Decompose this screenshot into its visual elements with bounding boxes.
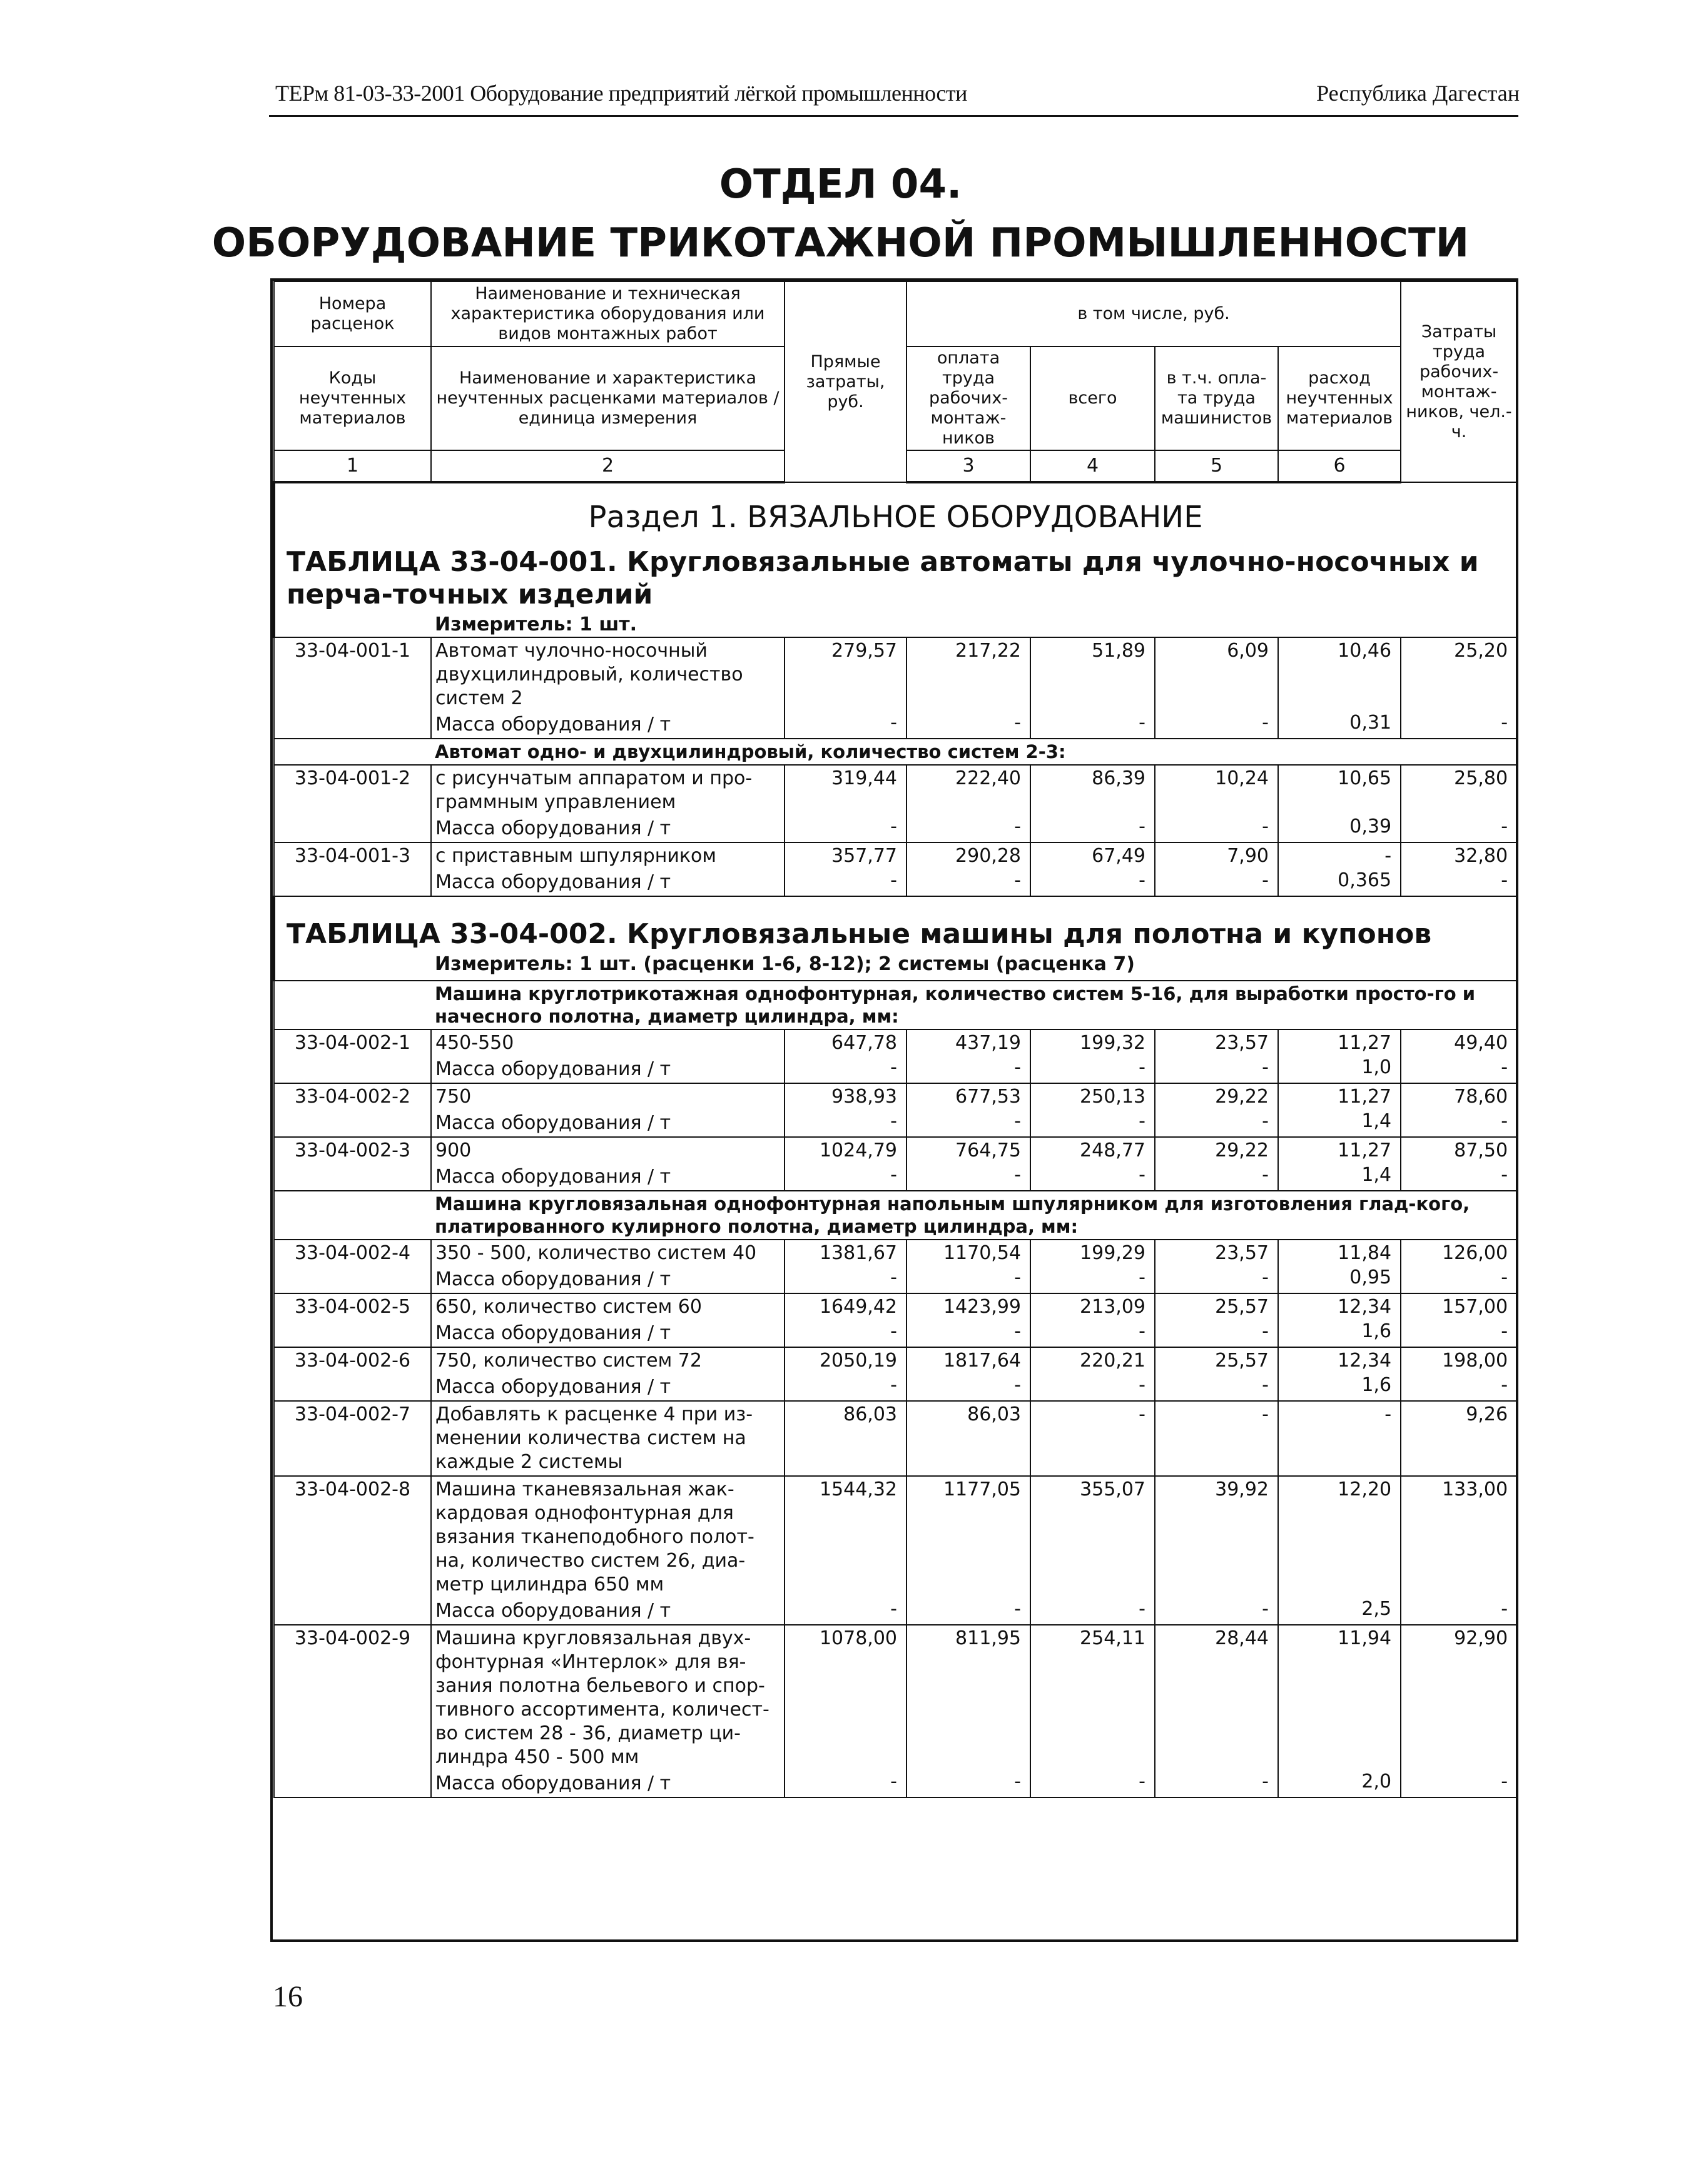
mass-value: - — [907, 1164, 1030, 1191]
mass-value: - — [1401, 1266, 1517, 1293]
mass-value: - — [1155, 1374, 1278, 1401]
spacer-cell — [274, 952, 431, 981]
cost-value: 199,29 — [1030, 1240, 1155, 1266]
mass-value: - — [1030, 816, 1155, 842]
mass-value: - — [907, 869, 1030, 896]
division-title: ОТДЕЛ 04. — [719, 161, 962, 208]
spacer-cell — [274, 612, 431, 637]
cost-value: 250,13 — [1030, 1083, 1155, 1110]
rate-code: 33-04-002-8 — [274, 1476, 431, 1598]
cost-value: 92,90 — [1401, 1625, 1517, 1771]
cost-value: 23,57 — [1155, 1029, 1278, 1056]
cost-value: 213,09 — [1030, 1293, 1155, 1320]
cost-value: 2050,19 — [785, 1347, 907, 1374]
mass-value: - — [785, 1374, 907, 1401]
col-header-material-names: Наименование и характеристика неучтенных расценками материалов / единица измерения — [431, 346, 785, 450]
material-code — [274, 1374, 431, 1401]
cost-value: 1381,67 — [785, 1240, 907, 1266]
group-heading: Автомат одно- и двухцилиндровый, количество систем 2-3: — [431, 739, 1517, 765]
mass-value: - — [1155, 816, 1278, 842]
mass-value: 1,6 — [1278, 1320, 1401, 1347]
mass-value: - — [907, 1266, 1030, 1293]
cost-value: 28,44 — [1155, 1625, 1278, 1771]
item-name: 900 — [431, 1137, 785, 1164]
mass-value: - — [907, 816, 1030, 842]
running-header-region: Республика Дагестан — [1316, 81, 1520, 106]
cost-value: 355,07 — [1030, 1476, 1155, 1598]
cost-value: 12,34 — [1278, 1293, 1401, 1320]
mass-value: - — [1030, 1771, 1155, 1797]
cost-value: 811,95 — [907, 1625, 1030, 1771]
group-heading: Машина круглотрикотажная однофонтурная, количество систем 5-16, для выработки просто-го и начесного полотна, диаметр цилиндра, мм: — [431, 981, 1517, 1029]
cost-value: 25,20 — [1401, 637, 1517, 712]
col-header-including: в том числе, руб. — [907, 281, 1401, 346]
material-code — [274, 1266, 431, 1293]
mass-value: - — [1155, 1771, 1278, 1797]
col-header-direct-costs: Прямые затраты, руб. — [785, 281, 907, 482]
rate-code: 33-04-002-4 — [274, 1240, 431, 1266]
cost-value: 78,60 — [1401, 1083, 1517, 1110]
rate-code: 33-04-002-9 — [274, 1625, 431, 1771]
mass-value: - — [1155, 1598, 1278, 1625]
mass-value: 2,5 — [1278, 1598, 1401, 1625]
mass-value: - — [785, 869, 907, 896]
cost-value: 67,49 — [1030, 842, 1155, 869]
item-name: 750 — [431, 1083, 785, 1110]
rate-code: 33-04-001-2 — [274, 765, 431, 816]
measure-unit: Измеритель: 1 шт. (расценки 1-6, 8-12); 2 системы (расценка 7) — [431, 952, 1517, 981]
cost-value: 10,65 — [1278, 765, 1401, 816]
item-name: 450-550 — [431, 1029, 785, 1056]
col-header-material-codes: Коды неучтенных материалов — [274, 346, 431, 450]
column-number: 3 — [907, 450, 1030, 482]
mass-value: - — [785, 712, 907, 739]
cost-value: 1024,79 — [785, 1137, 907, 1164]
mass-value: - — [785, 1598, 907, 1625]
mass-value: - — [1155, 1056, 1278, 1083]
material-code — [274, 1164, 431, 1191]
cost-value: 1649,42 — [785, 1293, 907, 1320]
column-number: 4 — [1030, 450, 1155, 482]
running-header-title: ТЕРм 81-03-33-2001 Оборудование предприятий лёгкой промышленности — [275, 81, 967, 106]
mass-value: - — [1401, 1320, 1517, 1347]
mass-value: - — [1030, 1266, 1155, 1293]
mass-value: - — [1155, 1266, 1278, 1293]
cost-value: 87,50 — [1401, 1137, 1517, 1164]
mass-value: - — [1401, 1374, 1517, 1401]
cost-value: 9,26 — [1401, 1401, 1517, 1476]
mass-label: Масса оборудования / т — [431, 1771, 785, 1797]
section-title: Раздел 1. ВЯЗАЛЬНОЕ ОБОРУДОВАНИЕ — [274, 482, 1517, 545]
mass-label: Масса оборудования / т — [431, 1266, 785, 1293]
item-name: 750, количество систем 72 — [431, 1347, 785, 1374]
cost-value: 1423,99 — [907, 1293, 1030, 1320]
cost-value: 279,57 — [785, 637, 907, 712]
cost-value: 217,22 — [907, 637, 1030, 712]
col-header-machinists-wages: в т.ч. опла-та труда машинистов — [1155, 346, 1278, 450]
col-header-codes: Номера расценок — [274, 281, 431, 346]
cost-value: 29,22 — [1155, 1137, 1278, 1164]
material-code — [274, 816, 431, 842]
mass-value: - — [1401, 712, 1517, 739]
header-rule — [269, 115, 1518, 117]
rate-code: 33-04-002-5 — [274, 1293, 431, 1320]
mass-value: - — [785, 1266, 907, 1293]
mass-value: - — [785, 816, 907, 842]
cost-value: 10,24 — [1155, 765, 1278, 816]
rate-code: 33-04-001-1 — [274, 637, 431, 712]
mass-value: - — [1401, 1771, 1517, 1797]
cost-value: 86,03 — [785, 1401, 907, 1476]
cost-value: 222,40 — [907, 765, 1030, 816]
cost-value: 199,32 — [1030, 1029, 1155, 1056]
material-code — [274, 1598, 431, 1625]
cost-value: 220,21 — [1030, 1347, 1155, 1374]
mass-value: - — [1030, 712, 1155, 739]
mass-value: - — [907, 1771, 1030, 1797]
mass-value: - — [1155, 1110, 1278, 1137]
mass-value: - — [1401, 1164, 1517, 1191]
col-header-labor-hours: Затраты труда рабочих-монтаж-ников, чел.-ч. — [1401, 281, 1517, 482]
cost-value: 25,57 — [1155, 1293, 1278, 1320]
item-name: 350 - 500, количество систем 40 — [431, 1240, 785, 1266]
cost-value: 290,28 — [907, 842, 1030, 869]
mass-value: 1,4 — [1278, 1110, 1401, 1137]
group-heading: Машина кругловязальная однофонтурная напольным шпулярником для изготовления глад-кого, платированного кулирного полотна, диаметр цилиндра, мм: — [431, 1191, 1517, 1240]
mass-value: - — [907, 712, 1030, 739]
cost-value: - — [1278, 1401, 1401, 1476]
mass-value: 0,365 — [1278, 869, 1401, 896]
mass-label: Масса оборудования / т — [431, 1164, 785, 1191]
material-code — [274, 869, 431, 896]
material-code — [274, 1056, 431, 1083]
division-subtitle: ОБОРУДОВАНИЕ ТРИКОТАЖНОЙ ПРОМЫШЛЕННОСТИ — [211, 220, 1470, 266]
cost-value: 86,03 — [907, 1401, 1030, 1476]
mass-value: - — [1401, 816, 1517, 842]
mass-label: Масса оборудования / т — [431, 1320, 785, 1347]
mass-value: - — [907, 1374, 1030, 1401]
mass-value: - — [1030, 1320, 1155, 1347]
mass-value: 0,39 — [1278, 816, 1401, 842]
rate-code: 33-04-002-6 — [274, 1347, 431, 1374]
cost-value: 1817,64 — [907, 1347, 1030, 1374]
material-code — [274, 712, 431, 739]
column-number: 5 — [1155, 450, 1278, 482]
price-table — [273, 281, 1518, 1798]
cost-value: 51,89 — [1030, 637, 1155, 712]
mass-value: 1,6 — [1278, 1374, 1401, 1401]
rate-code: 33-04-002-7 — [274, 1401, 431, 1476]
item-name: Машина кругловязальная двух-фонтурная «Интерлок» для вя-зания полотна бельевого и спор-тивного ассортимента, количест-во систем 28 - 36, диаметр ци-линдра 450 - 500 мм — [431, 1625, 785, 1771]
cost-value: 319,44 — [785, 765, 907, 816]
col-header-wages: оплата труда рабочих-монтаж-ников — [907, 346, 1030, 450]
material-code — [274, 1110, 431, 1137]
item-name: Добавлять к расценке 4 при из-менении количества систем на каждые 2 системы — [431, 1401, 785, 1476]
column-number: 2 — [431, 450, 785, 482]
mass-value: - — [785, 1056, 907, 1083]
mass-value: 2,0 — [1278, 1771, 1401, 1797]
page-number: 16 — [273, 1980, 303, 2013]
cost-value: 6,09 — [1155, 637, 1278, 712]
mass-value: - — [907, 1056, 1030, 1083]
cost-value: 1078,00 — [785, 1625, 907, 1771]
mass-value: 1,4 — [1278, 1164, 1401, 1191]
cost-value: - — [1278, 842, 1401, 869]
spacer-row — [274, 896, 1517, 917]
mass-label: Масса оборудования / т — [431, 869, 785, 896]
cost-value: 11,94 — [1278, 1625, 1401, 1771]
spacer-cell — [274, 981, 431, 1029]
rate-code: 33-04-001-3 — [274, 842, 431, 869]
cost-value: 39,92 — [1155, 1476, 1278, 1598]
measure-unit: Измеритель: 1 шт. — [431, 612, 1517, 637]
col-header-materials: расход неучтенных материалов — [1278, 346, 1401, 450]
mass-value: - — [907, 1598, 1030, 1625]
cost-value: 11,27 — [1278, 1083, 1401, 1110]
rate-code: 33-04-002-2 — [274, 1083, 431, 1110]
mass-label: Масса оборудования / т — [431, 1110, 785, 1137]
cost-value: 1170,54 — [907, 1240, 1030, 1266]
cost-value: 437,19 — [907, 1029, 1030, 1056]
mass-value: - — [1030, 1374, 1155, 1401]
mass-label: Масса оборудования / т — [431, 1598, 785, 1625]
mass-label: Масса оборудования / т — [431, 1374, 785, 1401]
cost-value: 677,53 — [907, 1083, 1030, 1110]
column-number: 6 — [1278, 450, 1401, 482]
mass-value: - — [1030, 1056, 1155, 1083]
cost-value: 7,90 — [1155, 842, 1278, 869]
mass-value: - — [1030, 869, 1155, 896]
mass-value: - — [785, 1110, 907, 1137]
mass-label: Масса оборудования / т — [431, 816, 785, 842]
item-name: Автомат чулочно-носочный двухцилиндровый, количество систем 2 — [431, 637, 785, 712]
mass-value: - — [1030, 1164, 1155, 1191]
mass-value: 1,0 — [1278, 1056, 1401, 1083]
cost-value: 1177,05 — [907, 1476, 1030, 1598]
column-number: 1 — [274, 450, 431, 482]
cost-value: 248,77 — [1030, 1137, 1155, 1164]
mass-value: - — [1401, 1110, 1517, 1137]
mass-value: - — [1155, 712, 1278, 739]
cost-value: 12,20 — [1278, 1476, 1401, 1598]
cost-value: 198,00 — [1401, 1347, 1517, 1374]
rate-code: 33-04-002-3 — [274, 1137, 431, 1164]
cost-value: 32,80 — [1401, 842, 1517, 869]
cost-value: 133,00 — [1401, 1476, 1517, 1598]
cost-value: 29,22 — [1155, 1083, 1278, 1110]
mass-value: - — [1155, 1164, 1278, 1191]
cost-value: 764,75 — [907, 1137, 1030, 1164]
cost-value: 938,93 — [785, 1083, 907, 1110]
mass-value: - — [1030, 1598, 1155, 1625]
mass-value: - — [1401, 869, 1517, 896]
cost-value: 357,77 — [785, 842, 907, 869]
cost-value: 1544,32 — [785, 1476, 907, 1598]
rate-code: 33-04-002-1 — [274, 1029, 431, 1056]
cost-value: 647,78 — [785, 1029, 907, 1056]
mass-value: - — [1155, 869, 1278, 896]
cost-value: 11,84 — [1278, 1240, 1401, 1266]
item-name: 650, количество систем 60 — [431, 1293, 785, 1320]
table-title: ТАБЛИЦА 33-04-001. Кругловязальные автоматы для чулочно-носочных и перча-точных изделий — [274, 545, 1517, 612]
cost-value: 157,00 — [1401, 1293, 1517, 1320]
cost-value: 11,27 — [1278, 1029, 1401, 1056]
mass-value: - — [785, 1771, 907, 1797]
cost-value: 11,27 — [1278, 1137, 1401, 1164]
cost-value: - — [1155, 1401, 1278, 1476]
item-name: Машина тканевязальная жак-кардовая однофонтурная для вязания тканеподобного полот-на, количество систем 26, диа-метр цилиндра 650 мм — [431, 1476, 785, 1598]
spacer-cell — [274, 739, 431, 765]
cost-value: 254,11 — [1030, 1625, 1155, 1771]
cost-value: 10,46 — [1278, 637, 1401, 712]
material-code — [274, 1320, 431, 1347]
mass-value: - — [1401, 1056, 1517, 1083]
mass-value: 0,95 — [1278, 1266, 1401, 1293]
cost-value: 12,34 — [1278, 1347, 1401, 1374]
table-title: ТАБЛИЦА 33-04-002. Кругловязальные машины для полотна и купонов — [274, 917, 1517, 952]
mass-label: Масса оборудования / т — [431, 712, 785, 739]
mass-value: - — [1030, 1110, 1155, 1137]
cost-value: 25,57 — [1155, 1347, 1278, 1374]
col-header-name: Наименование и техническая характеристика оборудования или видов монтажных работ — [431, 281, 785, 346]
mass-value: - — [907, 1320, 1030, 1347]
col-header-machines-total: всего — [1030, 346, 1155, 450]
item-name: с рисунчатым аппаратом и про-граммным управлением — [431, 765, 785, 816]
cost-value: 49,40 — [1401, 1029, 1517, 1056]
item-name: с приставным шпулярником — [431, 842, 785, 869]
cost-value: 86,39 — [1030, 765, 1155, 816]
mass-value: - — [785, 1320, 907, 1347]
mass-value: - — [1155, 1320, 1278, 1347]
cost-value: - — [1030, 1401, 1155, 1476]
mass-value: - — [1401, 1598, 1517, 1625]
cost-value: 126,00 — [1401, 1240, 1517, 1266]
spacer-cell — [274, 1191, 431, 1240]
mass-value: - — [907, 1110, 1030, 1137]
material-code — [274, 1771, 431, 1797]
cost-value: 25,80 — [1401, 765, 1517, 816]
mass-value: - — [785, 1164, 907, 1191]
cost-value: 23,57 — [1155, 1240, 1278, 1266]
mass-value: 0,31 — [1278, 712, 1401, 739]
mass-label: Масса оборудования / т — [431, 1056, 785, 1083]
